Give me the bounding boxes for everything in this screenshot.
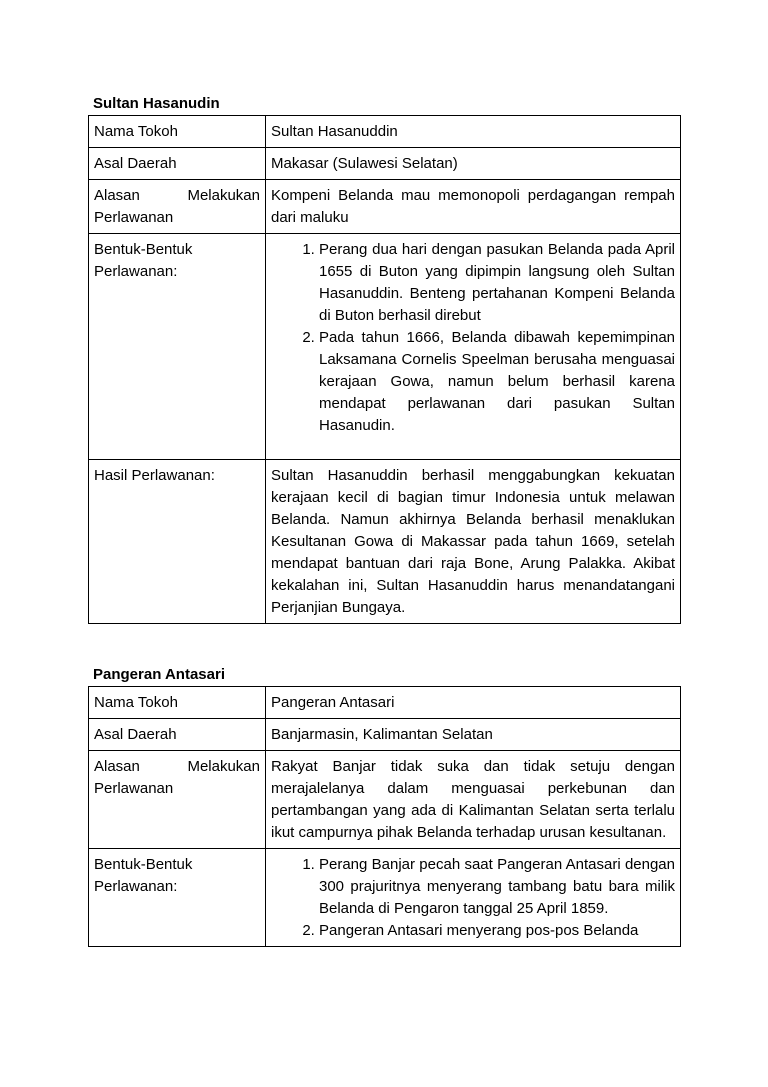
- table-row: [89, 751, 681, 849]
- table-row: [89, 180, 681, 234]
- field-label: [89, 849, 266, 947]
- field-value: Rakyat Banjar tidak suka dan tidak setuju dengan merajalelanya dalam menguasai perkebunan dan pertambangan yang ada di Kalimantan Selatan serta terlalu ikut campurnya pihak Belanda terhadap urusan kesultanan.: [266, 751, 681, 849]
- label-part: Bentuk-Bentuk: [94, 241, 193, 258]
- hero-table: [88, 115, 681, 624]
- field-value: Sultan Hasanuddin: [266, 116, 681, 148]
- field-label: Hasil Perlawanan:: [89, 460, 266, 624]
- list-item: 1. Perang dua hari dengan pasukan Belanda pada April 1655 di Buton yang dipimpin langsung oleh Sultan Hasanuddin. Benteng pertahanan Kompeni Belanda di Buton berhasil direbut: [319, 239, 675, 327]
- field-label: Asal Daerah: [89, 148, 266, 180]
- field-label: [89, 234, 266, 460]
- section-title: Pangeran Antasari: [93, 666, 225, 683]
- label-part: Melakukan: [187, 758, 260, 775]
- section-title: Sultan Hasanudin: [93, 95, 220, 112]
- label-part: Alasan: [94, 758, 140, 775]
- resistance-list: [271, 239, 675, 437]
- field-label: [89, 751, 266, 849]
- field-label: Nama Tokoh: [89, 116, 266, 148]
- table-row: [89, 719, 681, 751]
- table-row: [89, 148, 681, 180]
- table-row: [89, 849, 681, 947]
- label-part: Perlawanan:: [94, 878, 178, 895]
- field-value: Sultan Hasanuddin berhasil menggabungkan kekuatan kerajaan kecil di bagian timur Indonesia untuk melawan Belanda. Namun akhirnya Belanda berhasil menaklukan Kesultanan Gowa di Makassar pada tahun 1669, setelah mendapat bantuan dari raja Bone, Arung Palakka. Akibat kekalahan ini, Sultan Hasanuddin harus menandatangani Perjanjian Bungaya.: [266, 460, 681, 624]
- label-part: Perlawanan: [94, 209, 174, 226]
- table-row: [89, 116, 681, 148]
- hero-table: [88, 686, 681, 947]
- field-value: [266, 849, 681, 947]
- label-part: Melakukan: [187, 187, 260, 204]
- table-row: [89, 460, 681, 624]
- field-value: Banjarmasin, Kalimantan Selatan: [266, 719, 681, 751]
- label-part: Perlawanan:: [94, 263, 178, 280]
- label-part: Perlawanan: [94, 780, 174, 797]
- table-row: [89, 234, 681, 460]
- field-value: [266, 234, 681, 460]
- field-value: Makasar (Sulawesi Selatan): [266, 148, 681, 180]
- resistance-list: [271, 854, 675, 942]
- field-value: Pangeran Antasari: [266, 687, 681, 719]
- list-item: 2. Pada tahun 1666, Belanda dibawah kepemimpinan Laksamana Cornelis Speelman berusaha menguasai kerajaan Gowa, namun belum berhasil karena mendapat perlawanan dari pasukan Sultan Hasanudin.: [319, 327, 675, 437]
- list-item: 2. Pangeran Antasari menyerang pos-pos Belanda: [319, 920, 675, 942]
- label-part: Alasan: [94, 187, 140, 204]
- field-label: Nama Tokoh: [89, 687, 266, 719]
- label-part: Bentuk-Bentuk: [94, 856, 193, 873]
- field-label: [89, 180, 266, 234]
- table-row: [89, 687, 681, 719]
- field-label: Asal Daerah: [89, 719, 266, 751]
- field-value: Kompeni Belanda mau memonopoli perdagangan rempah dari maluku: [266, 180, 681, 234]
- list-item: 1. Perang Banjar pecah saat Pangeran Antasari dengan 300 prajuritnya menyerang tambang batu bara milik Belanda di Pengaron tanggal 25 April 1859.: [319, 854, 675, 920]
